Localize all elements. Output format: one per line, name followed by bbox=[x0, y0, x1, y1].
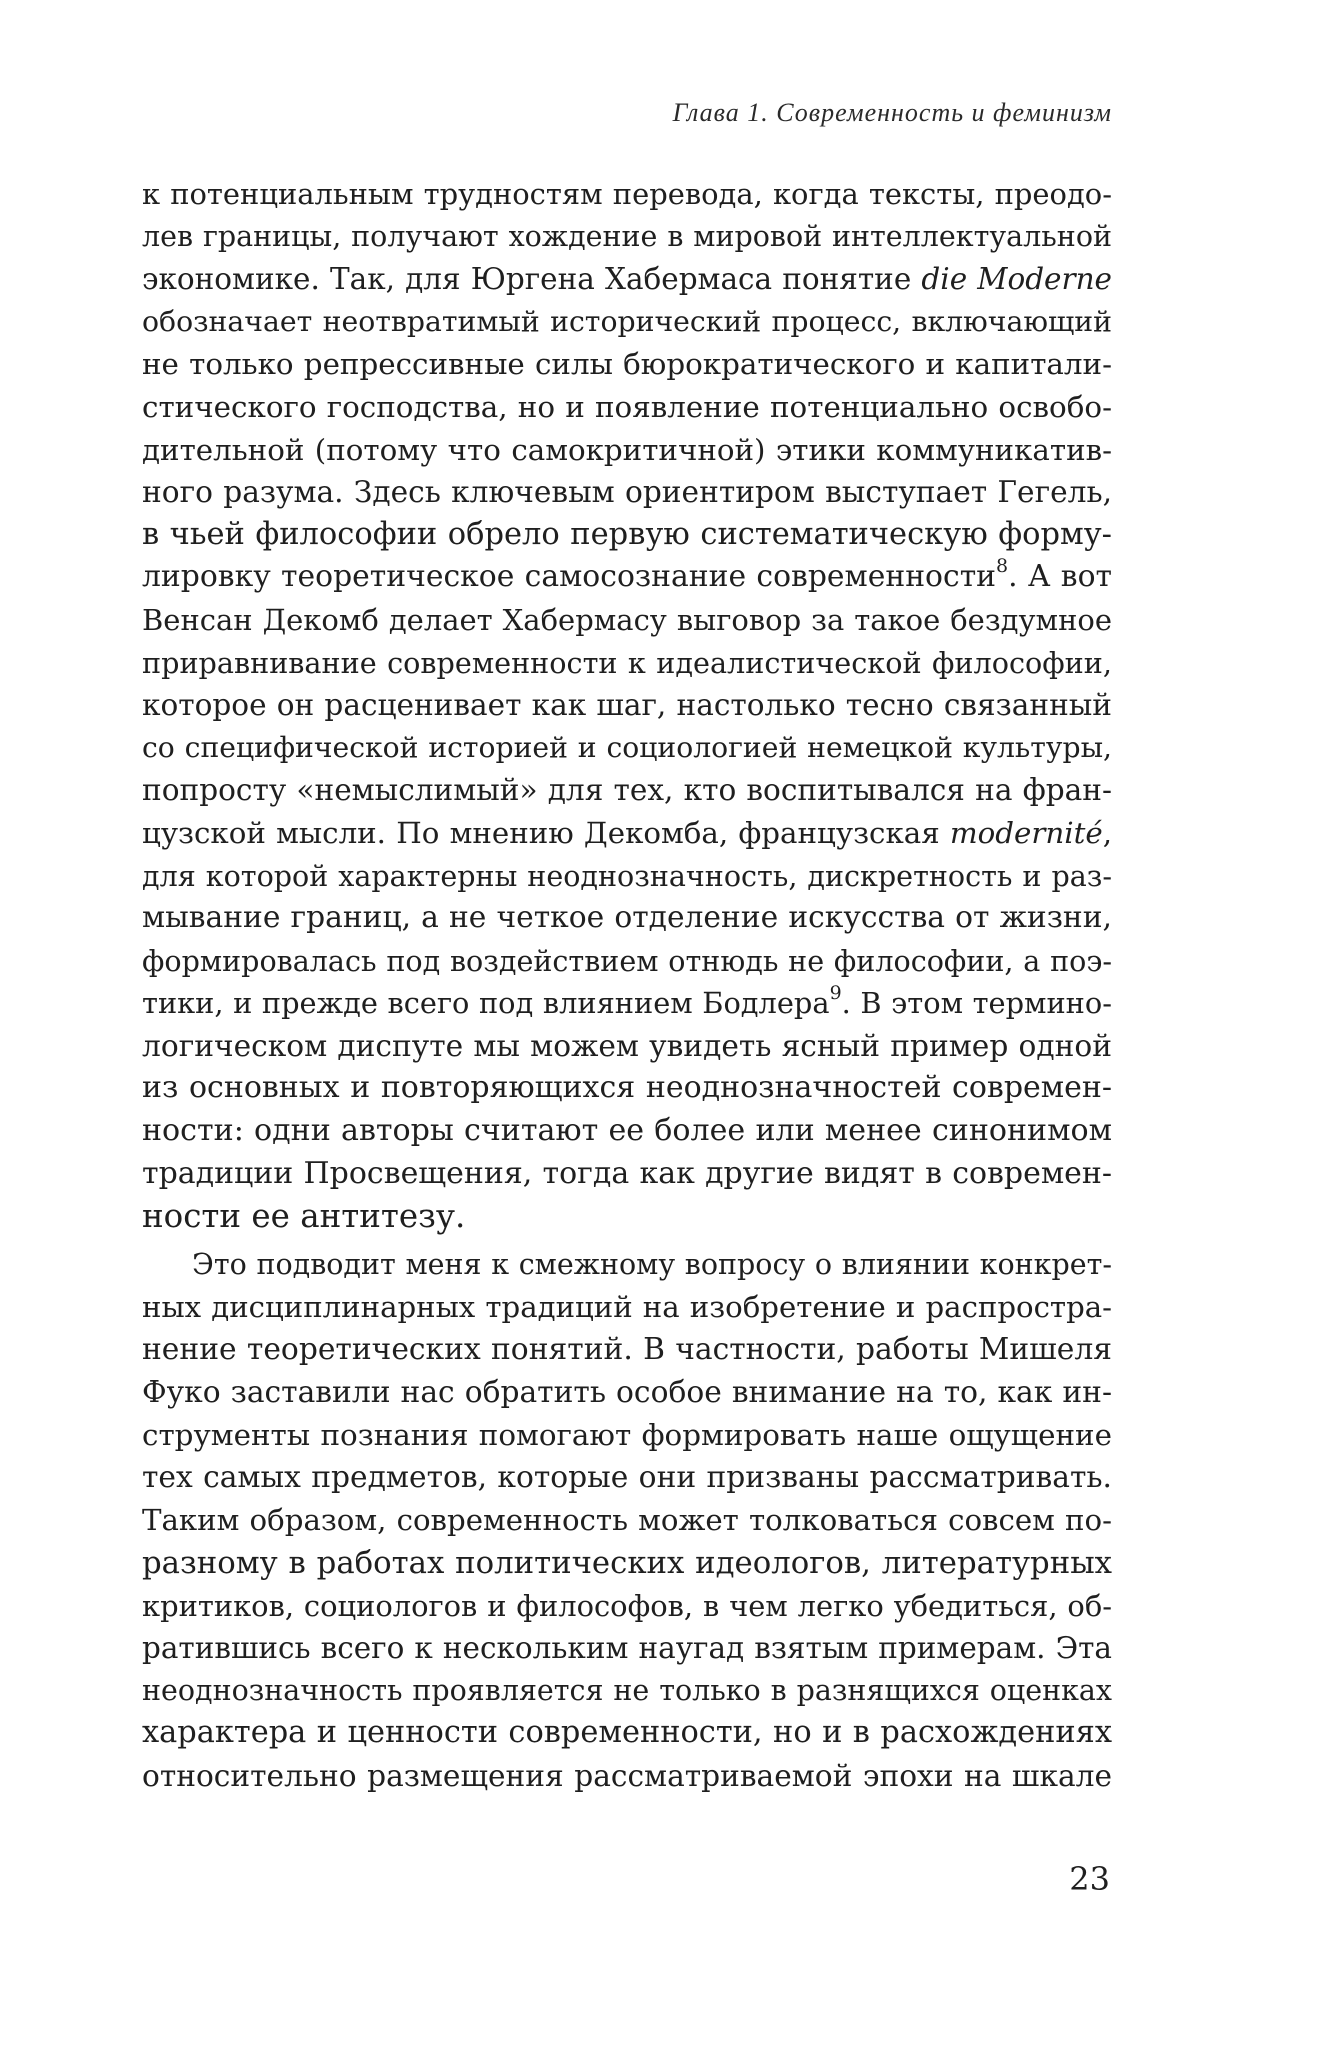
text-line: которое он расценивает как шаг, настолько тесно связанный bbox=[142, 688, 1112, 723]
footnote-ref-8[interactable]: 8 bbox=[996, 555, 1009, 578]
text-line: традиции Просвещения, тогда как другие видят в современ- bbox=[142, 1155, 1112, 1191]
text-line: ратившись всего к нескольким наугад взятым примерам. Эта bbox=[142, 1631, 1112, 1666]
text-line: лев границы, получают хождение в мировой интеллектуальной bbox=[142, 219, 1112, 253]
text-line: тех самых предметов, которые они призваны рассматривать. bbox=[142, 1459, 1112, 1495]
text-line: обозначает неотвратимый исторический процесс, включающий bbox=[142, 304, 1112, 338]
text-line bbox=[142, 556, 1112, 599]
text-run: . В этом термино- bbox=[841, 986, 1112, 1021]
text-line: в чьей философии обрело первую систематическую форму- bbox=[142, 516, 1112, 552]
text-line: приравнивание современности к идеалистической философии, bbox=[142, 645, 1112, 680]
text-line bbox=[142, 258, 1112, 301]
text-line: Таким образом, современность может толковаться совсем по- bbox=[142, 1503, 1112, 1538]
text-line: Венсан Декомб делает Хабермасу выговор за такое бездумное bbox=[142, 602, 1112, 637]
text-line: из основных и повторяющихся неоднозначностей современ- bbox=[142, 1070, 1112, 1106]
text-line: для которой характерны неоднозначность, дискретность и раз- bbox=[142, 858, 1112, 893]
text-line: струменты познания помогают формировать наше ощущение bbox=[142, 1418, 1112, 1453]
text-line: стического господства, но и появление потенциально освобо- bbox=[142, 389, 1112, 424]
text-line: Это подводит меня к смежному вопросу о влиянии конкрет- bbox=[192, 1247, 1112, 1281]
text-line: нение теоретических понятий. В частности, работы Мишеля bbox=[142, 1332, 1112, 1368]
text-line: дительной (потому что самокритичной) этики коммуникатив- bbox=[142, 432, 1112, 467]
text-line: ности: одни авторы считают ее более или менее синонимом bbox=[142, 1113, 1112, 1149]
text-line bbox=[142, 982, 1112, 1025]
paragraph-1 bbox=[142, 173, 1112, 1238]
paragraph-2 bbox=[142, 1244, 1112, 1798]
text-run: . А вот bbox=[1008, 559, 1113, 595]
text-line: Фуко заставили нас обратить особое внимание на то, как ин- bbox=[142, 1374, 1112, 1410]
text-line: неоднозначность проявляется не только в разнящихся оценках bbox=[142, 1673, 1112, 1707]
text-line: попросту «немыслимый» для тех, кто воспитывался на фран- bbox=[142, 773, 1112, 808]
text-line: со специфической историей и социологией немецкой культуры, bbox=[142, 730, 1112, 764]
text-line: не только репрессивные силы бюрократического и капитали- bbox=[142, 347, 1112, 382]
text-line: ного разума. Здесь ключевым ориентиром выступает Гегель, bbox=[142, 474, 1112, 510]
text-line: к потенциальным трудностям перевода, когда тексты, преодо- bbox=[142, 177, 1112, 211]
text-run: лировку теоретическое самосознание современности bbox=[142, 559, 997, 595]
text-line: относительно размещения рассматриваемой эпохи на шкале bbox=[142, 1757, 1112, 1793]
text-line: ности ее антитезу. bbox=[142, 1197, 466, 1236]
text-run: , bbox=[1102, 815, 1112, 850]
text-line: критиков, социологов и философов, в чем легко убедиться, об- bbox=[142, 1588, 1112, 1623]
text-line: формировалась под воздействием отнюдь не философии, а поэ- bbox=[142, 943, 1112, 978]
text-run: тики, и прежде всего под влиянием Бодлера bbox=[142, 986, 830, 1021]
text-line: характера и ценности современности, но и в расхождениях bbox=[142, 1715, 1112, 1751]
text-line: ных дисциплинарных традиций на изобретение и распростра- bbox=[142, 1290, 1112, 1325]
text-run: экономике. Так, для Юргена Хабермаса понятие bbox=[142, 262, 922, 297]
footnote-ref-9[interactable]: 9 bbox=[829, 982, 842, 1005]
text-line: мывание границ, а не четкое отделение искусства от жизни, bbox=[142, 900, 1112, 936]
italic-term: die Moderne bbox=[921, 262, 1112, 297]
text-line bbox=[142, 812, 1112, 855]
text-line: разному в работах политических идеологов, литературных bbox=[142, 1545, 1112, 1581]
text-run: цузской мысли. По мнению Декомба, французская bbox=[142, 815, 950, 850]
page-number: 23 bbox=[1069, 1860, 1110, 1898]
body-text bbox=[142, 173, 1112, 1798]
italic-term: modernité bbox=[949, 815, 1103, 850]
running-head: Глава 1. Современность и феминизм bbox=[672, 98, 1112, 127]
text-line: логическом диспуте мы можем увидеть ясный пример одной bbox=[142, 1027, 1112, 1063]
